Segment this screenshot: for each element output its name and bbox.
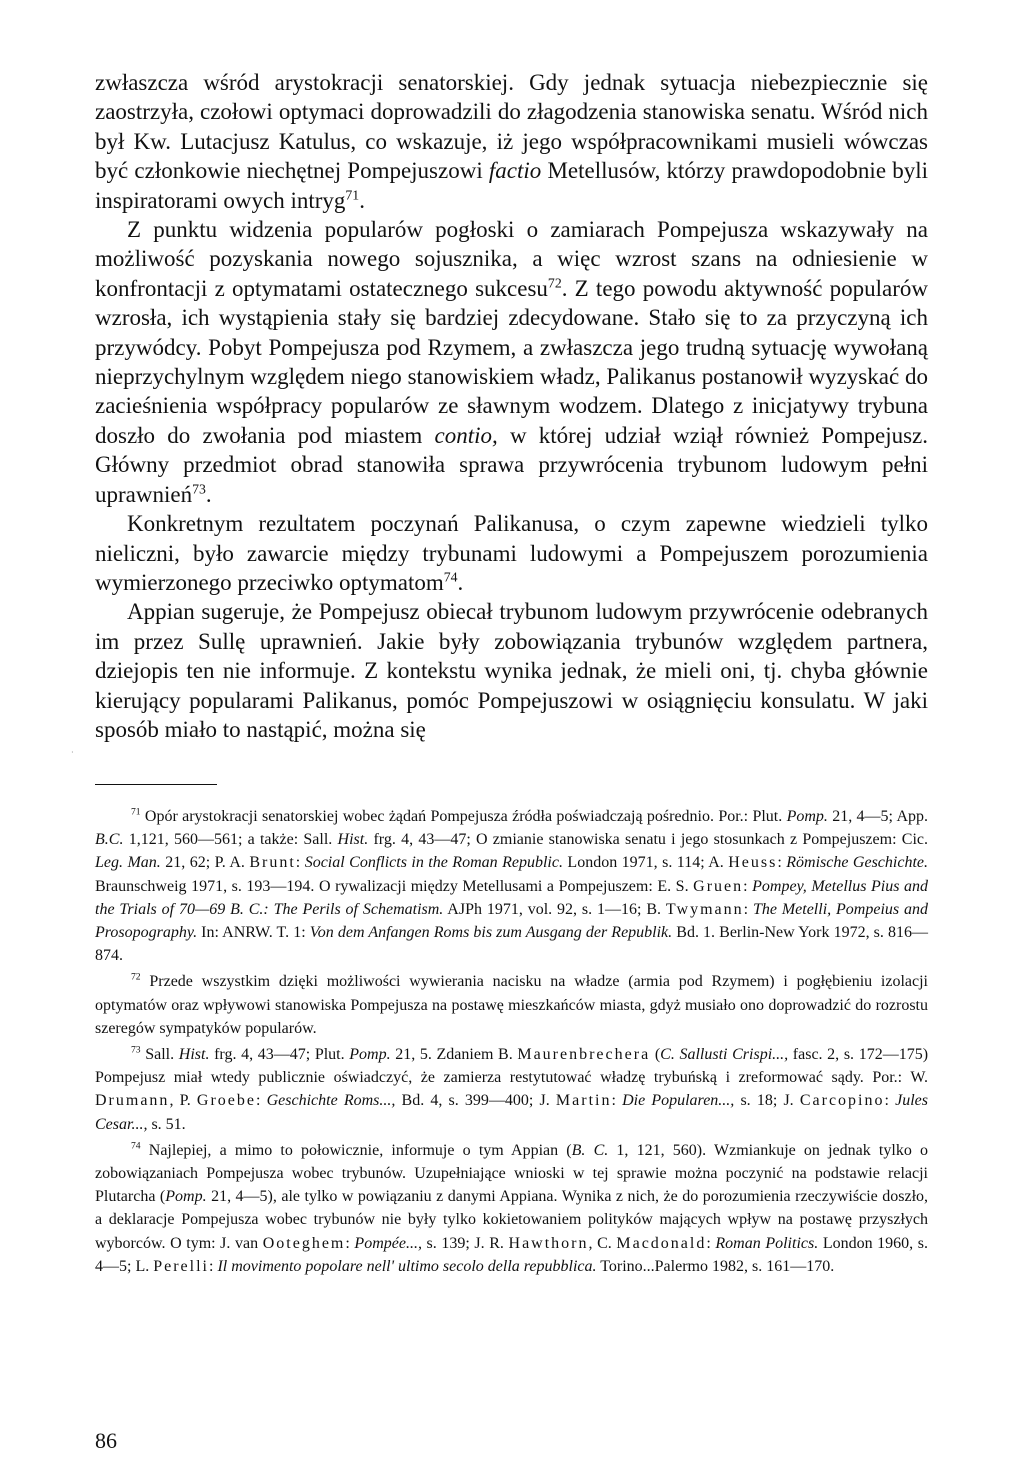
author-name: Groebe <box>196 1092 256 1110</box>
text-run: w której udział wziął również Pompejusz. Główny przedmiot obrad stanowiła sprawa przywrócenia trybunom ludowym pełni uprawnień <box>95 422 929 507</box>
footnotes <box>95 805 928 1278</box>
paragraph-4 <box>95 597 928 744</box>
author-name: Ooteghem <box>262 1234 346 1252</box>
author-name: Drumann <box>95 1092 170 1110</box>
author-name: Hawthorn <box>508 1234 589 1252</box>
text-run: . Z tego powodu aktywność popularów wzrosła, ich wystąpienia stały się bardziej zdecydowane. Stało się to za przyczyną ich przywódcy. Pobyt Pompejusza pod Rzymem, a zwłaszcza jego trudną sytuację wywołaną nieprzychylnym względem niego stanowiskiem władz, Palikanus postanowił wyzyskać do zacieśnienia współpracy popularów ze sławnym wodzem. Dlatego z inicjatywy trybuna doszło do zwołania pod miastem <box>95 275 929 448</box>
footnote-ref-72: 72 <box>547 275 562 291</box>
paragraph-2 <box>95 215 928 509</box>
author-name: Maurenbrechera <box>517 1046 651 1064</box>
footnote-72: $^{72}$ Przede wszystkim dzięki możliwości wywierania nacisku na władze (armia pod Rzymem) i pogłębieniu izolacji optymatów oraz wpływowi stanowiska Pompejusza na postawę mieszkańców miasta, gdyż musiało ono doprowadzić do rozrostu szeregów sympatyków popularów. <box>95 972 928 1037</box>
text-run: . <box>205 481 212 507</box>
footnote-73: $^{73}$ Sall. Hist. frg. 4, 43—47; Plut. Pomp. 21, 5. Zdaniem B. Maurenbrechera (C. Sallusti Crispi..., fasc. 2, s. 172—175) Pompejusz miał wtedy publicznie oświadczyć, że zamierza restytutować władzę trybuńską i zreformować sądy. Por.: W. Drumann, P. Groebe: Geschichte Roms..., Bd. 4, s. 399—400; J. Martin: Die Popularen..., s. 18; J. Carcopino: Jules Cesar..., s. 51. <box>95 1044 929 1133</box>
italic-term: contio, <box>434 422 498 448</box>
footnote-ref-74: 74 <box>443 569 458 585</box>
text-run: . <box>359 187 365 213</box>
author-name: Brunt <box>249 854 296 872</box>
author-name: Twymann <box>665 900 744 918</box>
paragraph-1 <box>95 68 928 215</box>
text-run: . <box>457 569 464 595</box>
page-number: 86 <box>95 1428 117 1453</box>
author-name: Heuss <box>728 854 778 872</box>
margin-dot: · <box>71 748 74 757</box>
footnote-71: $^{71}$ Opór arystokracji senatorskiej wobec żądań Pompejusza źródła poświadczają pośrednio. Por.: Plut. Pomp. 21, 4—5; App. B.C. 1,121, 560—561; a także: Sall. Hist. frg. 4, 43—47; O zmianie stanowiska senatu i jego stosunkach z Pompejuszem: Cic. Leg. Man. 21, 62; P. A. Brunt: Social Conflicts in the Roman Republic. London 1971, s. 114; A. Heuss: Römische Geschichte. Braunschweig 1971, s. 193—194. O rywalizacji między Metellusami a Pompejuszem: E. S. Gruen: Pompey, Metellus Pius and the Trials of 70—69 B. C.: The Perils of Schematism. AJPh 1971, vol. 92, s. 1—16; B. Twymann: The Metelli, Pompeius and Prosopography. In: ANRW. T. 1: Von dem Anfangen Roms bis zum Ausgang der Republik. Bd. 1. Berlin-New York 1972, s. 816—874. <box>95 806 929 965</box>
footnote-ref-71: 71 <box>345 186 360 202</box>
author-name: Carcopino <box>799 1092 885 1110</box>
author-name: Perelli <box>153 1257 209 1275</box>
footnote-number: 72 <box>131 972 141 984</box>
footnote-number: 74 <box>131 1140 141 1152</box>
author-name: Gruen <box>693 877 744 895</box>
author-name: Martin <box>555 1092 612 1110</box>
paragraph-3 <box>95 509 928 597</box>
text-run: zwłaszcza wśród arystokracji senatorskiej. Gdy jednak sytuacja niebezpiecznie się zaostrzyła, czołowi optymaci doprowadzili do złagodzenia stanowiska senatu. Wśród nich był Kw. Lutacjusz Katulus, co wskazuje, iż jego współpracownikami musieli wówczas być członkowie niechętnej Pompejuszowi <box>95 70 928 184</box>
footnote-separator <box>95 784 217 785</box>
text-run: Appian sugeruje, że Pompejusz obiecał trybunom ludowym przywrócenie odebranych im przez Sullę uprawnień. Jakie były zobowiązania trybunów względem partnera, dziejopis ten nie informuje. Z kontekstu wynika jednak, że mieli oni, tj. chyba głównie kierujący popularami Palikanus, pomóc Pompejuszowi w osiągnięciu konsulatu. W jaki sposób miało to nastąpić, można się <box>95 599 928 742</box>
main-text <box>95 68 928 744</box>
text-run: Z punktu widzenia popularów pogłoski o zamiarach Pompejusza wskazywały na możliwość pozyskania nowego sojusznika, a więc wzrost szans na odniesienie w konfrontacji z optymatami ostatecznego sukcesu <box>95 217 928 301</box>
footnote-74: $^{74}$ Najlepiej, a mimo to połowicznie, informuje o tym Appian (B. C. 1, 121, 560). Wzmiankuje on jednak tylko o zobowiązaniach Pompejusza wobec trybunów. Uzupełniające wnioski w tej sprawie można poczynić na podstawie relacji Plutarcha (Pomp. 21, 4—5), ale tylko w powiązaniu z danymi Appiana. Wynika z nich, że do porozumienia rzeczywiście doszło, a deklaracje Pompejusza wobec trybunów nie były tylko kokietowaniem polityków mających wpływ na postawę przyszłych wyborców. O tym: J. van Ooteghem: Pompée..., s. 139; J. R. Hawthorn, C. Macdonald: Roman Politics. London 1960, s. 4—5; L. Perelli: Il movimento popolare nell' ultimo secolo della repubblica. Torino...Palermo 1982, s. 161—170. <box>95 1140 929 1275</box>
footnote-ref-73: 73 <box>192 481 206 497</box>
author-name: Macdonald <box>616 1234 707 1252</box>
footnote-number: 73 <box>131 1044 141 1056</box>
text-run: Metellusów, którzy prawdopodobnie byli inspiratorami owych intryg <box>95 158 928 213</box>
text-run: Konkretnym rezultatem poczynań Palikanusa, o czym zapewne wiedzieli tylko nieliczni, było zawarcie między trybunami ludowymi a Pompejuszem porozumienia wymierzonego przeciwko optymatom <box>95 511 928 595</box>
italic-term: factio <box>488 158 542 184</box>
footnote-number: 71 <box>131 806 141 818</box>
